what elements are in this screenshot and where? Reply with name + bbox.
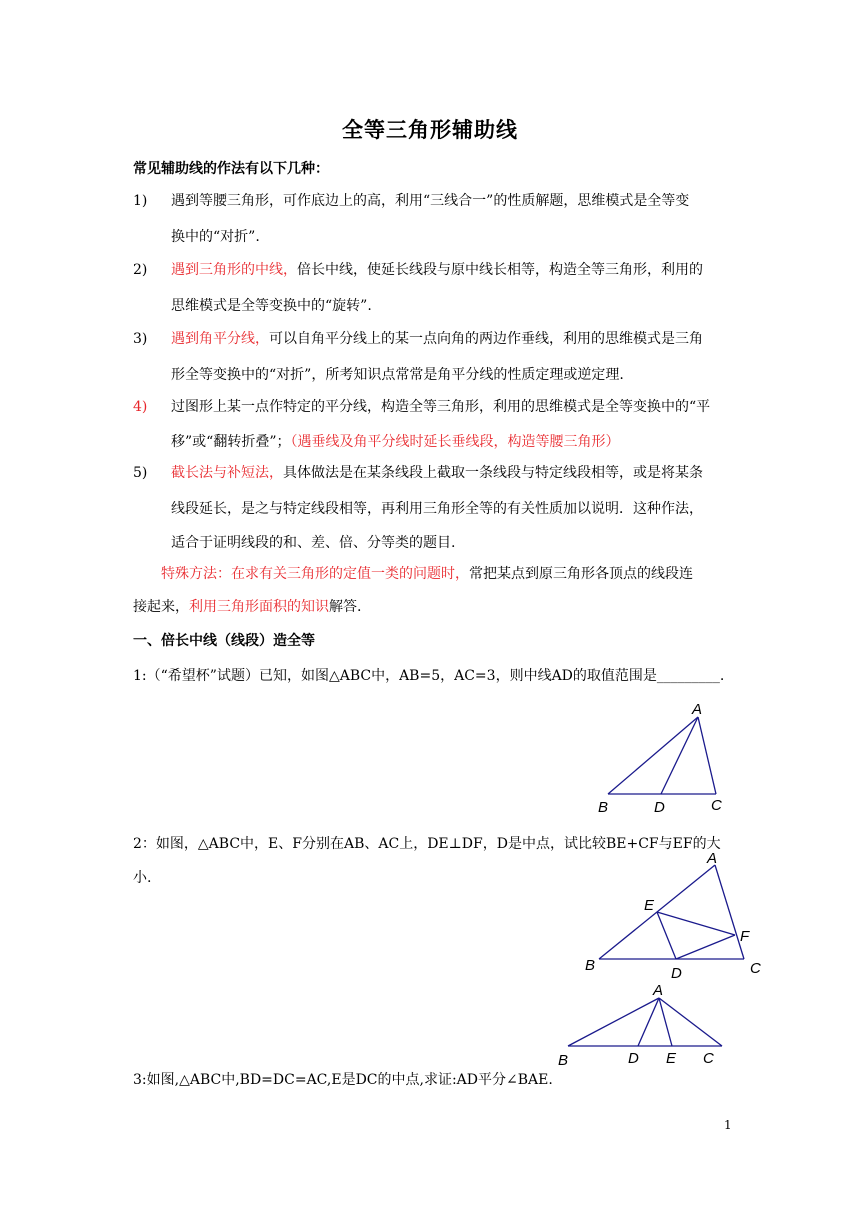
list-text-segment: 可以自角平分线上的某一点向角的两边作垂线，利用的思维模式是三角 — [269, 331, 703, 347]
list-item-number: 5) — [133, 465, 148, 481]
problem-2-text-line2: 小. — [133, 870, 152, 886]
list-text-segment: 线段延长，是之与特定线段相等，再利用三角形全等的有关性质加以说明．这种作法， — [171, 501, 703, 517]
special-text-segment: 利用三角形面积的知识 — [189, 599, 329, 615]
list-item-4-line-1 — [133, 398, 710, 416]
list-text-segment: 移”或“翻转折叠”； — [171, 434, 291, 450]
fig3-label-c: C — [703, 1050, 714, 1067]
section-heading-1: 一、倍长中线（线段）造全等 — [133, 633, 315, 649]
list-item-1-line-2 — [171, 228, 260, 246]
list-text-segment: 换中的“对折”. — [171, 229, 260, 245]
fig3-label-d: D — [628, 1050, 639, 1067]
special-line-1 — [161, 565, 693, 583]
list-text-segment: 遇到等腰三角形，可作底边上的高，利用“三线合一”的性质解题，思维模式是全等变 — [171, 193, 690, 209]
problem-2-text-line1: 2：如图，△ABC中，E、F分别在AB、AC上，DE⊥DF，D是中点，试比较BE+CF与EF的大 — [133, 836, 721, 852]
fig1-side-ab — [608, 717, 698, 794]
fig3-segment-ad — [638, 998, 659, 1046]
list-text-segment: 具体做法是在某条线段上截取一条线段与特定线段相等，或是将某条 — [283, 465, 703, 481]
special-line-2 — [133, 598, 361, 616]
fig1-side-ac — [698, 717, 716, 794]
list-item-2-line-1 — [133, 261, 703, 279]
fig3-side-ab — [568, 998, 659, 1046]
fig1-median-ad — [661, 717, 698, 794]
special-text-segment: 常把某点到原三角形各顶点的线段连 — [469, 566, 693, 582]
list-item-4-line-2 — [171, 433, 619, 451]
fig1-label-c: C — [711, 797, 722, 814]
fig2-label-c: C — [750, 960, 761, 977]
list-text-segment: 过图形上某一点作特定的平分线，构造全等三角形，利用的思维模式是全等变换中的“平 — [171, 399, 711, 415]
intro-heading: 常见辅助线的作法有以下几种： — [133, 161, 329, 177]
problem-3-text: 3:如图,△ABC中,BD=DC=AC,E是DC的中点,求证:AD平分∠BAE. — [133, 1072, 553, 1088]
list-text-segment: 形全等变换中的“对折”，所考知识点常常是角平分线的性质定理或逆定理. — [171, 367, 624, 383]
fig3-label-a: A — [653, 982, 664, 999]
fig1-label-b: B — [598, 799, 609, 816]
list-item-number: 3) — [133, 331, 148, 347]
page-title: 全等三角形辅助线 — [342, 117, 518, 142]
fig2-segment-de — [657, 912, 676, 959]
fig2-label-d: D — [671, 965, 682, 982]
problem-1-text: 1:（“希望杯”试题）已知，如图△ABC中，AB=5，AC=3，则中线AD的取值范围是_________. — [133, 668, 725, 684]
figure-2-triangle — [580, 848, 770, 982]
fig3-side-ac — [659, 998, 722, 1046]
fig2-label-e: E — [644, 897, 655, 914]
list-item-3-line-2 — [171, 366, 624, 384]
list-item-number: 2) — [133, 262, 148, 278]
fig1-label-a: A — [692, 701, 703, 718]
list-item-2-line-2 — [171, 297, 372, 315]
list-text-segment: 遇到三角形的中线， — [171, 262, 297, 278]
fig2-label-a: A — [707, 850, 718, 867]
page-number: 1 — [724, 1118, 732, 1132]
special-text-segment: 特殊方法：在求有关三角形的定值一类的问题时， — [161, 566, 469, 582]
fig1-label-d: D — [654, 799, 665, 816]
figure-1-triangle — [590, 698, 740, 822]
list-text-segment: 截长法与补短法， — [171, 465, 283, 481]
fig2-segment-ef — [657, 912, 735, 935]
fig3-segment-ae — [659, 998, 672, 1046]
list-text-segment: 倍长中线，使延长线段与原中线长相等，构造全等三角形，利用的 — [297, 262, 703, 278]
fig2-segment-df — [676, 935, 735, 959]
fig2-label-b: B — [585, 957, 596, 974]
list-text-segment: 适合于证明线段的和、差、倍、分等类的题目. — [171, 535, 456, 551]
list-item-5-line-1 — [133, 464, 703, 482]
list-item-number: 4) — [133, 399, 148, 415]
list-item-3-line-1 — [133, 330, 703, 348]
figure-3-triangle — [550, 980, 740, 1070]
special-text-segment: 接起来， — [133, 599, 189, 615]
fig3-label-e: E — [666, 1050, 677, 1067]
list-item-number: 1) — [133, 193, 148, 209]
fig3-label-b: B — [558, 1052, 569, 1069]
fig2-label-f: F — [740, 928, 750, 945]
list-item-1-line-1 — [133, 192, 689, 210]
list-item-5-line-3 — [171, 534, 455, 552]
list-text-segment: （遇垂线及角平分线时延长垂线段，构造等腰三角形） — [290, 434, 620, 450]
list-text-segment: 思维模式是全等变换中的“旋转”. — [171, 298, 372, 314]
list-text-segment: 遇到角平分线， — [171, 331, 269, 347]
special-text-segment: 解答. — [329, 599, 362, 615]
list-item-5-line-2 — [171, 500, 703, 518]
